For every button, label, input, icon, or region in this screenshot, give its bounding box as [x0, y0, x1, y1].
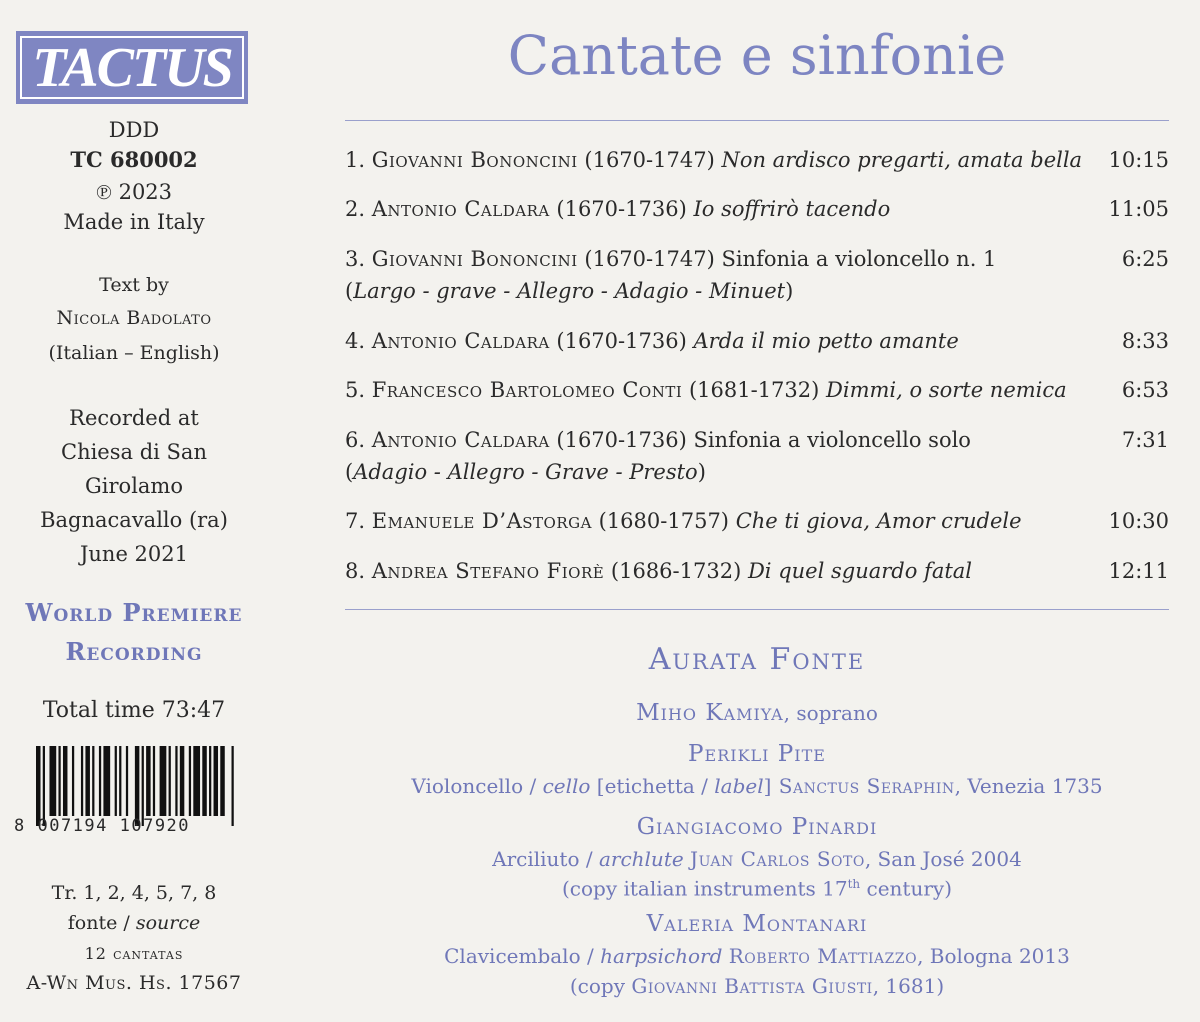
- track-number: 3.: [345, 247, 366, 271]
- track-duration: 8:33: [1121, 329, 1169, 353]
- source-word-en: source: [135, 912, 201, 934]
- track-number: 7.: [345, 509, 366, 533]
- track-number: 1.: [345, 148, 366, 172]
- p3-instrument-it: Arciliuto: [492, 847, 580, 871]
- barcode-bar: [169, 746, 171, 816]
- logo-text: TACTUS: [20, 36, 244, 99]
- track-row: [345, 428, 1169, 484]
- tactus-logo: [16, 31, 248, 104]
- barcode-bar: [126, 746, 128, 816]
- track-duration: 6:25: [1121, 247, 1169, 271]
- track-work: Sinfonia a violoncello solo: [693, 428, 971, 452]
- barcode-bar: [119, 746, 121, 816]
- barcode-bar: [209, 746, 211, 816]
- barcode-bar: [92, 746, 94, 816]
- track-movements-text: Adagio - Allegro - Grave - Presto: [353, 460, 698, 484]
- track-number: 5.: [345, 378, 366, 402]
- p3-maker: Juan Carlos Soto: [690, 847, 865, 871]
- track-number: 8.: [345, 559, 366, 583]
- made-in: Made in Italy: [63, 210, 205, 234]
- track-composer: Emanuele D’Astorga: [371, 509, 592, 533]
- ddd-code: DDD: [108, 118, 160, 142]
- performer-4-name: Valeria Montanari: [646, 911, 868, 937]
- catalog-number: TC 680002: [70, 147, 198, 172]
- barcode-bar: [135, 746, 139, 826]
- track-duration: 10:30: [1108, 509, 1169, 533]
- performer-2-name-row: [345, 743, 1169, 766]
- source-title: 12 cantatas: [84, 944, 184, 963]
- barcode-bar: [232, 746, 234, 826]
- source-sep: /: [117, 912, 136, 934]
- track-dates: (1686-1732): [610, 559, 742, 583]
- track-movements: (Adagio - Allegro - Grave - Presto): [345, 460, 706, 484]
- source-tracks: Tr. 1, 2, 4, 5, 7, 8: [51, 882, 217, 904]
- venue-line-3: Bagnacavallo (ra): [40, 508, 228, 532]
- track-composer: Giovanni Bononcini: [371, 148, 578, 172]
- premiere-line-2: Recording: [65, 637, 203, 666]
- performer-3-instrument: [345, 849, 1169, 869]
- track-work: Io soffrirò tacendo: [693, 197, 891, 221]
- source-reference: A-Wn Mus. Hs. 17567: [26, 972, 242, 994]
- track-dates: (1681-1732): [688, 378, 820, 402]
- track-composer: Antonio Caldara: [371, 329, 550, 353]
- track-work: Sinfonia a violoncello n. 1: [721, 247, 997, 271]
- track-composer: Giovanni Bononcini: [371, 247, 578, 271]
- p4-copy-b: , 1681): [872, 974, 945, 998]
- recording-date: June 2021: [79, 542, 188, 566]
- track-movements-text: Largo - grave - Allegro - Adagio - Minuet: [353, 279, 786, 303]
- barcode-bar: [193, 746, 200, 816]
- barcode-bar: [146, 746, 150, 816]
- track-duration: 11:05: [1108, 197, 1169, 221]
- track-dates: (1670-1736): [556, 197, 687, 221]
- track-composer: Antonio Caldara: [371, 428, 550, 452]
- track-dates: (1670-1736): [556, 329, 687, 353]
- barcode-bar: [220, 746, 224, 816]
- barcode-bar: [214, 746, 218, 816]
- barcode-bar: [72, 746, 74, 816]
- text-by-name: Nicola Badolato: [56, 307, 212, 329]
- track-number: 2.: [345, 197, 366, 221]
- p4-place: , Bologna 2013: [917, 944, 1070, 968]
- track-dates: (1670-1736): [556, 428, 687, 452]
- p4-maker: Roberto Mattiazzo: [728, 944, 918, 968]
- performer-3-name-row: [345, 816, 1169, 839]
- barcode-bar: [49, 746, 56, 816]
- sep: /: [580, 944, 601, 968]
- barcode-bar: [160, 746, 167, 816]
- sep: /: [694, 774, 715, 798]
- performer-4-name-row: [345, 913, 1169, 936]
- track-dates: (1670-1747): [584, 148, 715, 172]
- track-work: Arda il mio petto amante: [693, 329, 959, 353]
- barcode-bar: [43, 746, 45, 826]
- premiere-line-1: World Premiere: [25, 598, 243, 627]
- track-number: 6.: [345, 428, 366, 452]
- track-duration: 12:11: [1108, 559, 1169, 583]
- phonogram-year: ℗ 2023: [95, 180, 173, 204]
- track-dates: (1680-1757): [598, 509, 729, 533]
- barcode-bar: [115, 746, 117, 816]
- performer-1: [345, 702, 1169, 725]
- performer-1-role: , soprano: [783, 701, 878, 725]
- barcode-bar: [103, 746, 110, 816]
- performer-4-copy: [345, 976, 1169, 996]
- track-work: Non ardisco pregarti, amata bella: [721, 148, 1083, 172]
- barcode-bar: [81, 746, 83, 816]
- barcode-bar: [202, 746, 206, 816]
- p3-instrument-en: archlute: [598, 847, 684, 871]
- track-row: [345, 247, 1169, 303]
- barcode-bar: [85, 746, 89, 816]
- performer-3-copy: [345, 878, 1169, 899]
- barcode-bar: [175, 746, 177, 816]
- track-row: [345, 380, 1169, 401]
- barcode-bar: [142, 746, 144, 826]
- barcode-bar: [58, 746, 60, 816]
- recorded-label: Recorded at: [69, 406, 199, 430]
- barcode-bar: [189, 746, 191, 816]
- performer-4-instrument: [345, 946, 1169, 966]
- track-row: [345, 511, 1169, 532]
- barcode-bar: [63, 746, 67, 816]
- performer-2-name: Perikli Pite: [688, 741, 826, 767]
- p3-copy-sup: th: [847, 877, 861, 891]
- p3-copy-a: (copy italian instruments 17: [561, 876, 848, 901]
- album-title: Cantate e sinfonie: [507, 24, 1007, 87]
- track-composer: Antonio Caldara: [371, 197, 550, 221]
- p3-place: , San José 2004: [864, 847, 1022, 871]
- left-column: [0, 0, 268, 1022]
- sep: /: [523, 774, 543, 798]
- barcode: [36, 746, 236, 826]
- performer-3-name: Giangiacomo Pinardi: [636, 814, 878, 840]
- ensemble-name: Aurata Fonte: [648, 642, 866, 677]
- text-by-label: Text by: [99, 274, 169, 296]
- track-work: Dimmi, o sorte nemica: [826, 378, 1067, 402]
- p3-copy-b: century): [860, 876, 953, 901]
- track-row: [345, 561, 1169, 582]
- source-line: [0, 914, 268, 933]
- barcode-digits: 8 007194 107920: [14, 816, 191, 836]
- track-composer: Francesco Bartolomeo Conti: [371, 378, 683, 402]
- p2-instrument-en: cello: [542, 774, 591, 798]
- barcode-bar: [180, 746, 184, 816]
- track-composer: Andrea Stefano Fiorè: [371, 559, 605, 583]
- track-row: [345, 199, 1169, 220]
- track-work: Di quel sguardo fatal: [747, 559, 973, 583]
- p2-instrument-it: Violoncello: [411, 774, 524, 798]
- total-time: Total time 73:47: [42, 698, 226, 723]
- track-duration: 10:15: [1108, 148, 1169, 172]
- track-duration: 6:53: [1121, 378, 1169, 402]
- barcode-bar: [99, 746, 101, 816]
- p2-maker: ] Sanctus Seraphin: [763, 774, 955, 798]
- p2-label-it: [etichetta: [596, 774, 695, 798]
- track-work: Che ti giova, Amor crudele: [735, 509, 1022, 533]
- p4-instrument-en: harpsichord: [600, 944, 723, 968]
- venue-line-1: Chiesa di San: [61, 440, 207, 464]
- p4-copy-maker: Giovanni Battista Giusti: [631, 974, 873, 998]
- p4-instrument-it: Clavicembalo: [444, 944, 581, 968]
- text-languages: (Italian – English): [48, 342, 220, 364]
- p2-place: , Venezia 1735: [954, 774, 1103, 798]
- venue-line-2: Girolamo: [85, 474, 183, 498]
- p4-copy-a: (copy: [569, 974, 632, 998]
- track-duration: 7:31: [1121, 428, 1169, 452]
- barcode-bar: [36, 746, 40, 826]
- divider-top: [345, 120, 1169, 121]
- track-row: [345, 331, 1169, 352]
- performer-1-name: Miho Kamiya: [636, 700, 784, 726]
- track-movements: (Largo - grave - Allegro - Adagio - Minuet): [345, 279, 794, 303]
- performer-2-instrument: [345, 776, 1169, 796]
- barcode-bar: [153, 746, 155, 816]
- track-row: [345, 150, 1169, 171]
- track-dates: (1670-1747): [584, 247, 715, 271]
- divider-bottom: [345, 609, 1169, 610]
- track-number: 4.: [345, 329, 366, 353]
- source-word: fonte: [67, 912, 118, 934]
- p2-label-en: label: [714, 774, 764, 798]
- sep: /: [579, 847, 599, 871]
